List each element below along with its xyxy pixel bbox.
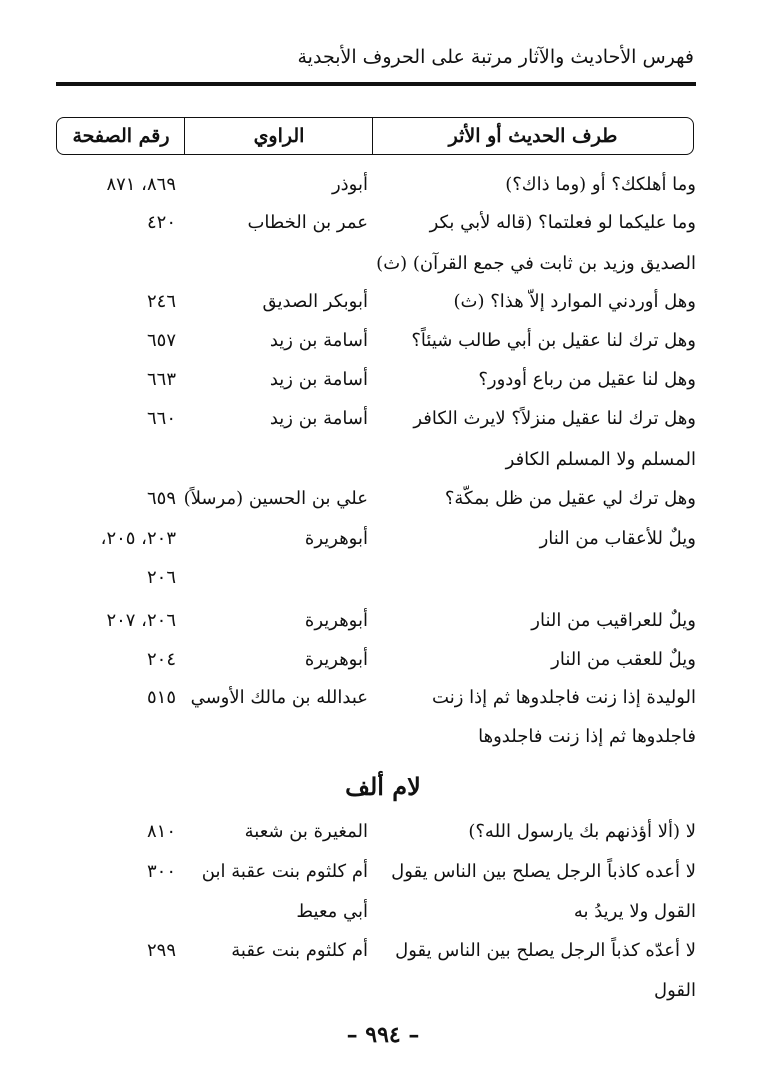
table-row [0,604,766,638]
table-row [0,681,766,715]
page-ref: ٢٠٣، ٢٠٥، [100,528,176,549]
table-row [0,855,766,889]
narrator: أبوذر [331,174,368,195]
hadith-text: وما عليكما لو فعلتما؟ (قاله لأبي بكر [429,212,696,233]
table-row [0,168,766,202]
narrator: أم كلثوم بنت عقبة ابن [201,861,368,882]
table-row [0,443,766,477]
hadith-text: فاجلدوها ثم إذا زنت فاجلدوها [478,726,696,747]
hadith-text: لا أعدّه كذباً الرجل يصلح بين الناس يقول [395,940,696,961]
hadith-text: القول [654,980,696,1001]
narrator: أسامة بن زيد [269,369,368,390]
page-ref: ٦٥٩ [146,488,176,509]
page-ref: ٦٦٣ [146,369,176,390]
page-ref: ٥١٥ [146,687,176,708]
narrator: عبدالله بن مالك الأوسي [190,687,368,708]
header-rule [56,82,696,86]
table-row [0,206,766,240]
table-row [0,974,766,1008]
page-ref: ٤٢٠ [146,212,176,233]
column-header [56,117,694,155]
table-row [0,285,766,319]
narrator: علي بن الحسين (مرسلاً) [183,488,368,509]
page-number: – ٩٩٤ – [346,1022,420,1048]
narrator: المغيرة بن شعبة [244,821,368,842]
hadith-text: القول ولا يريدُ به [573,901,696,922]
table-row [0,247,766,281]
table-row [0,815,766,849]
narrator: أم كلثوم بنت عقبة [231,940,368,961]
page-ref: ٦٥٧ [146,330,176,351]
page-ref: ٢٩٩ [146,940,176,961]
page-ref: ٦٦٠ [146,408,176,429]
narrator: أبوهريرة [304,610,368,631]
hadith-text: لا أعده كاذباً الرجل يصلح بين الناس يقول [391,861,696,882]
hadith-text: وهل أوردني الموارد إلاّ هذا؟ (ث) [453,291,696,312]
column-header-page: رقم الصفحة [72,125,170,147]
page-ref: ٣٠٠ [146,861,176,882]
hadith-text: وما أهلكك؟ أو (وما ذاك؟) [505,174,696,195]
table-row [0,643,766,677]
page-ref: ٨١٠ [146,821,176,842]
table-row [0,522,766,556]
column-header-narrator: الراوي [184,118,373,154]
narrator: عمر بن الخطاب [247,212,368,233]
hadith-text: ويلٌ للعراقيب من النار [531,610,696,631]
page-ref: ٨٦٩، ٨٧١ [106,174,176,195]
hadith-text: وهل ترك لنا عقيل منزلاً؟ لايرث الكافر [413,408,696,429]
table-row [0,363,766,397]
table-row [0,482,766,516]
hadith-text: ويلٌ للعقب من النار [551,649,696,670]
page-ref: ٢٠٦ [146,567,176,588]
table-row [0,895,766,929]
page-ref: ٢٠٤ [146,649,176,670]
section-title: لام ألف [345,772,421,801]
hadith-text: لا (ألا أؤذنهم بك يارسول الله؟) [468,821,696,842]
running-header: فهرس الأحاديث والآثار مرتبة على الحروف الأبجدية [297,46,694,68]
column-header-hadith: طرف الحديث أو الأثر [372,118,693,154]
table-row [0,934,766,968]
page-ref: ٢٤٦ [146,291,176,312]
hadith-text: وهل ترك لنا عقيل بن أبي طالب شيئاً؟ [411,330,696,351]
narrator: أبوهريرة [304,649,368,670]
page-ref: ٢٠٦، ٢٠٧ [106,610,176,631]
hadith-text: الوليدة إذا زنت فاجلدوها ثم إذا زنت [432,687,696,708]
table-row [0,324,766,358]
narrator: أسامة بن زيد [269,408,368,429]
hadith-text: المسلم ولا المسلم الكافر [505,449,696,470]
narrator: أبوهريرة [304,528,368,549]
hadith-text: وهل ترك لي عقيل من ظل بمكّة؟ [444,488,696,509]
narrator: أسامة بن زيد [269,330,368,351]
table-row [0,402,766,436]
hadith-text: وهل لنا عقيل من رباع أودور؟ [478,369,696,390]
narrator: أبي معيط [296,901,368,922]
table-row [0,720,766,754]
table-row [0,561,766,595]
hadith-text: ويلٌ للأعقاب من النار [539,528,696,549]
hadith-text: الصديق وزيد بن ثابت في جمع القرآن) (ث) [376,253,696,274]
narrator: أبوبكر الصديق [262,291,368,312]
